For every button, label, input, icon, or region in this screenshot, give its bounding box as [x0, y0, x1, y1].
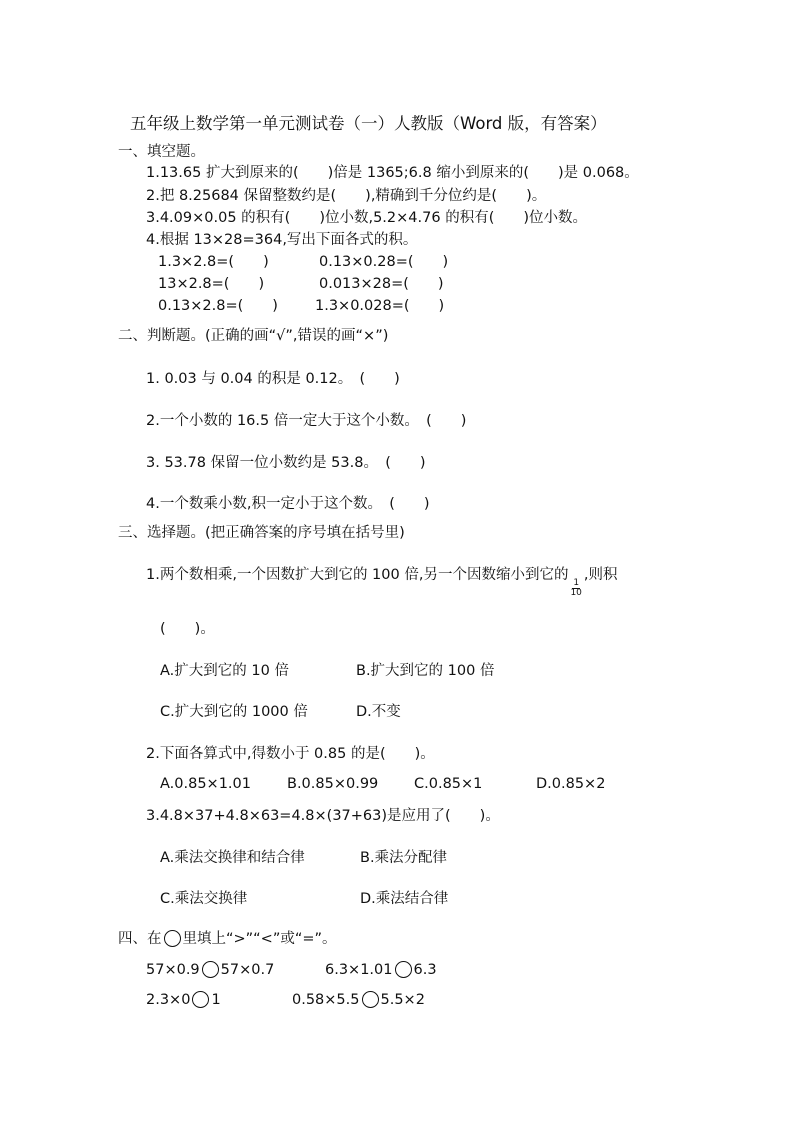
choice-q1-option-c: C.扩大到它的 1000 倍: [160, 704, 308, 720]
choice-q1-option-d: D.不变: [356, 704, 401, 720]
q4-item: 1.3×0.028=( ): [315, 298, 445, 314]
compare-item-2: [325, 960, 437, 980]
compare-item-4: [292, 990, 425, 1010]
page-title: 五年级上数学第一单元测试卷（一）人教版（Word 版，有答案）: [130, 114, 607, 133]
choice-q3-option-b: B.乘法分配律: [360, 850, 448, 866]
section-1-heading: 一、填空题。: [118, 144, 205, 160]
section-4-heading-b: 里填上“>”“<”或“=”。: [182, 931, 337, 947]
judge-item-1: 1. 0.03 与 0.04 的积是 0.12。 ( ): [146, 371, 400, 387]
choice-q3-option-c: C.乘法交换律: [160, 891, 248, 907]
section-4-heading: [118, 929, 337, 949]
choice-question-2: 2.下面各算式中,得数小于 0.85 的是( )。: [146, 746, 435, 762]
question-1-1: 1.13.65 扩大到原来的( )倍是 1365;6.8 缩小到原来的( )是 0.068。: [146, 165, 639, 181]
judge-item-3: 3. 53.78 保留一位小数约是 53.8。 ( ): [146, 455, 426, 471]
question-1-3: 3.4.09×0.05 的积有( )位小数,5.2×4.76 的积有( )位小数。: [146, 210, 588, 226]
choice-q1-option-a: A.扩大到它的 10 倍: [160, 663, 289, 679]
choice-q1-option-b: B.扩大到它的 100 倍: [356, 663, 495, 679]
q4-item: 13×2.8=( ): [158, 276, 265, 292]
section-2-heading: 二、判断题。(正确的画“√”,错误的画“×”): [118, 328, 389, 344]
question-1-4: 4.根据 13×28=364,写出下面各式的积。: [146, 232, 418, 248]
section-4-heading-a: 四、在: [118, 931, 162, 947]
choice-q2-option-c: C.0.85×1: [414, 776, 483, 792]
compare-right: 57×0.7: [220, 962, 275, 978]
q4-item: 0.13×2.8=( ): [158, 298, 278, 314]
compare-item-1: [146, 960, 274, 980]
compare-circle-icon[interactable]: [202, 961, 219, 978]
compare-left: 0.58×5.5: [292, 992, 360, 1008]
fraction-denominator: 10: [570, 588, 582, 598]
q4-item: 0.013×28=( ): [319, 276, 444, 292]
choice-q3-option-d: D.乘法结合律: [360, 891, 449, 907]
choice-q1-blank: ( )。: [160, 621, 215, 637]
q4-item: 1.3×2.8=( ): [158, 254, 269, 270]
compare-item-3: [146, 990, 221, 1010]
choice-q2-option-d: D.0.85×2: [536, 776, 606, 792]
choice-q1-text-a: 1.两个数相乘,一个因数扩大到它的 100 倍,另一个因数缩小到它的: [146, 567, 569, 583]
compare-circle-icon[interactable]: [192, 991, 209, 1008]
compare-circle-icon: [164, 930, 181, 947]
judge-item-4: 4.一个数乘小数,积一定小于这个数。 ( ): [146, 496, 430, 512]
compare-circle-icon[interactable]: [395, 961, 412, 978]
choice-q1-text-b: ,则积: [583, 567, 618, 583]
compare-circle-icon[interactable]: [362, 991, 379, 1008]
fraction-numerator: 1: [573, 578, 580, 588]
compare-left: 57×0.9: [146, 962, 200, 978]
section-3-heading: 三、选择题。(把正确答案的序号填在括号里): [118, 525, 405, 541]
compare-right: 6.3: [413, 962, 437, 978]
choice-q2-option-b: B.0.85×0.99: [287, 776, 379, 792]
choice-q3-option-a: A.乘法交换律和结合律: [160, 850, 305, 866]
q4-item: 0.13×0.28=( ): [319, 254, 449, 270]
question-1-2: 2.把 8.25684 保留整数约是( ),精确到千分位约是( )。: [146, 188, 547, 204]
compare-right: 1: [211, 992, 221, 1008]
choice-question-1: [146, 565, 618, 598]
judge-item-2: 2.一个小数的 16.5 倍一定大于这个小数。 ( ): [146, 413, 467, 429]
compare-right: 5.5×2: [380, 992, 425, 1008]
choice-question-3: 3.4.8×37+4.8×63=4.8×(37+63)是应用了( )。: [146, 808, 500, 824]
fraction-one-tenth: [569, 579, 582, 598]
compare-left: 6.3×1.01: [325, 962, 393, 978]
compare-left: 2.3×0: [146, 992, 191, 1008]
choice-q2-option-a: A.0.85×1.01: [160, 776, 251, 792]
